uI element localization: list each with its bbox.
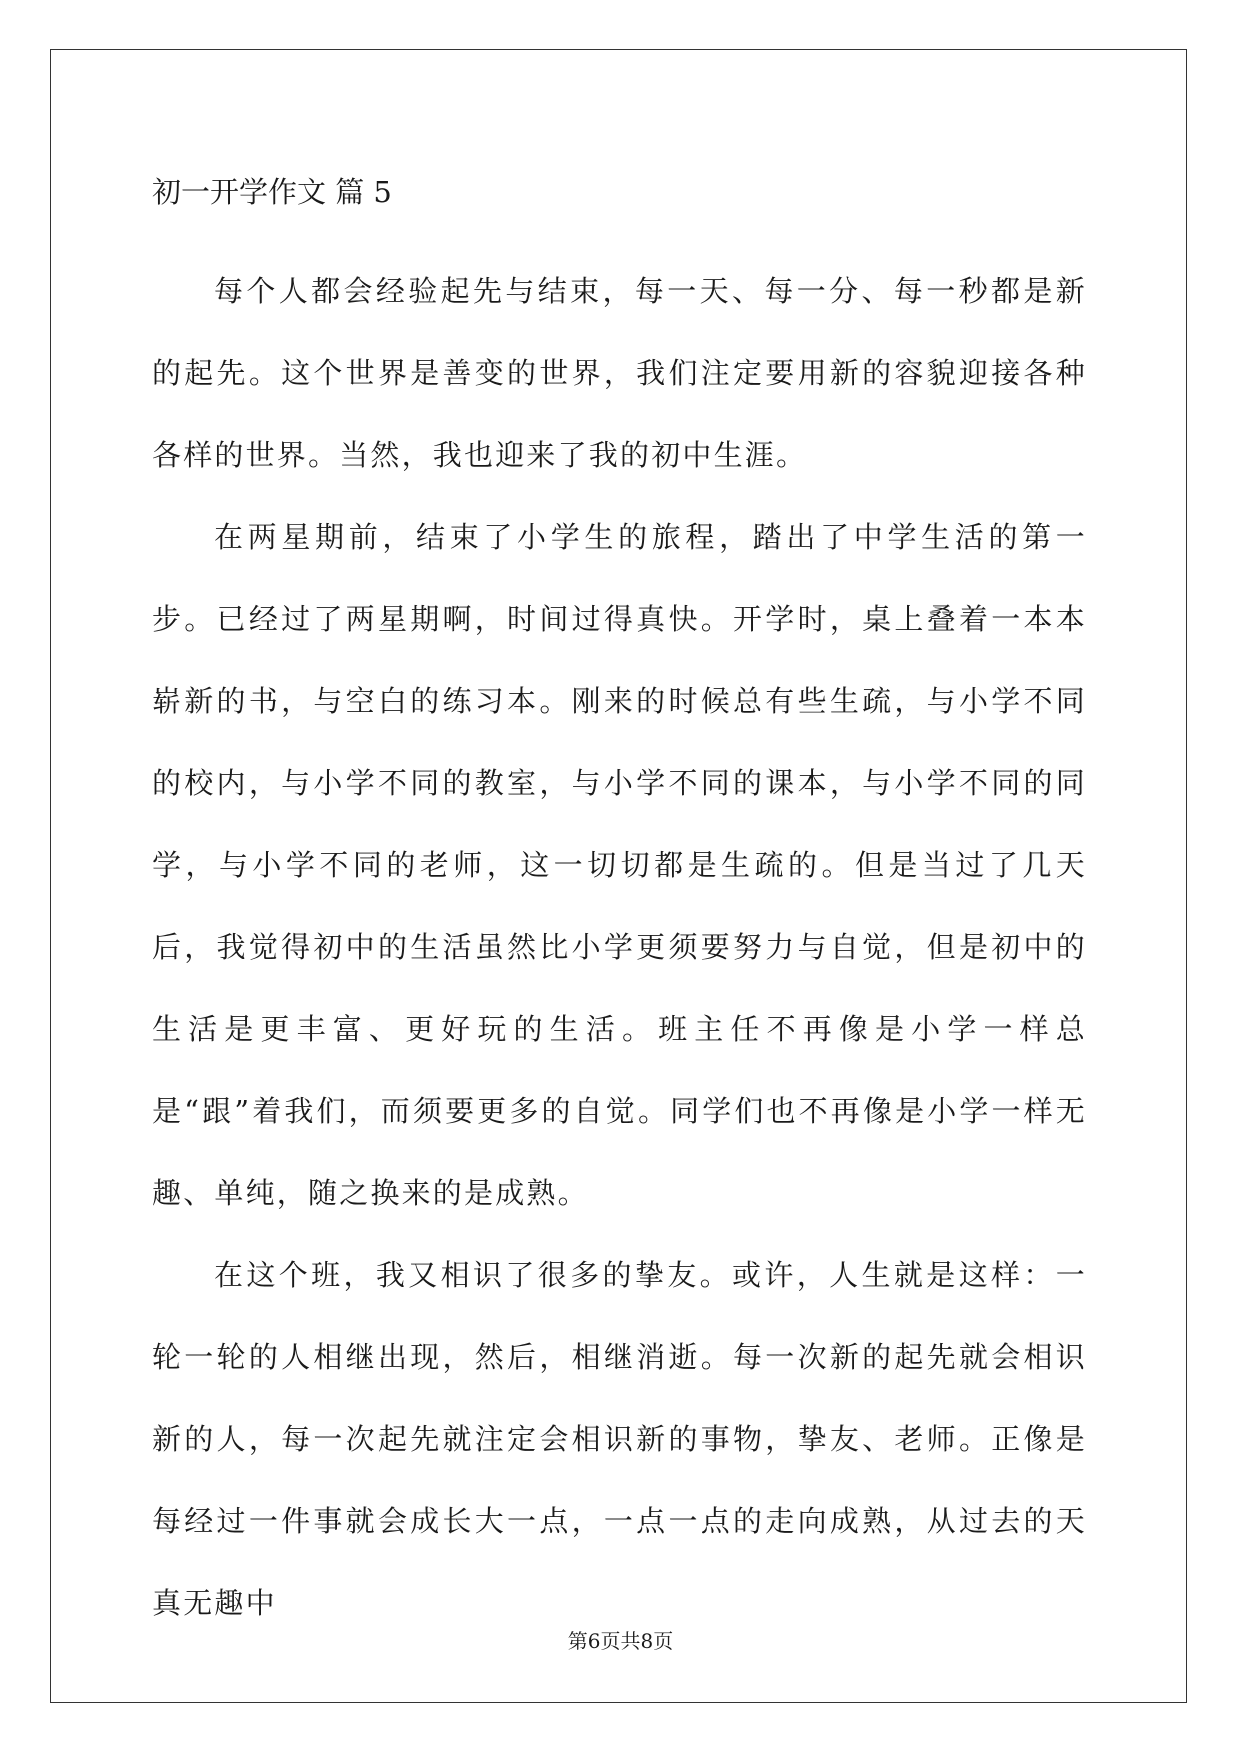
page-footer	[0, 1628, 1241, 1654]
current-page-number: 第6页	[567, 1629, 621, 1653]
document-title: 初一开学作文 篇 5	[152, 175, 392, 209]
total-page-count: 共8页	[620, 1629, 674, 1653]
paragraph-3: 在这个班，我又相识了很多的挚友。或许，人生就是这样：一轮一轮的人相继出现，然后，相继消逝。每一次新的起先就会相识新的人，每一次起先就注定会相识新的事物，挚友、老师。正像是每经过一件事就会成长大一点，一点一点的走向成熟，从过去的天真无趣中	[152, 1258, 1087, 1620]
document-body	[152, 250, 1087, 1644]
paragraph-1: 每个人都会经验起先与结束，每一天、每一分、每一秒都是新的起先。这个世界是善变的世界，我们注定要用新的容貌迎接各种各样的世界。当然，我也迎来了我的初中生涯。	[152, 274, 1087, 472]
paragraph-2: 在两星期前，结束了小学生的旅程，踏出了中学生活的第一步。已经过了两星期啊，时间过得真快。开学时，桌上叠着一本本崭新的书，与空白的练习本。刚来的时候总有些生疏，与小学不同的校内，与小学不同的教室，与小学不同的课本，与小学不同的同学，与小学不同的老师，这一切切都是生疏的。但是当过了几天后，我觉得初中的生活虽然比小学更须要努力与自觉，但是初中的生活是更丰富、更好玩的生活。班主任不再像是小学一样总是“跟”着我们，而须要更多的自觉。同学们也不再像是小学一样无趣、单纯，随之换来的是成熟。	[152, 520, 1087, 1210]
